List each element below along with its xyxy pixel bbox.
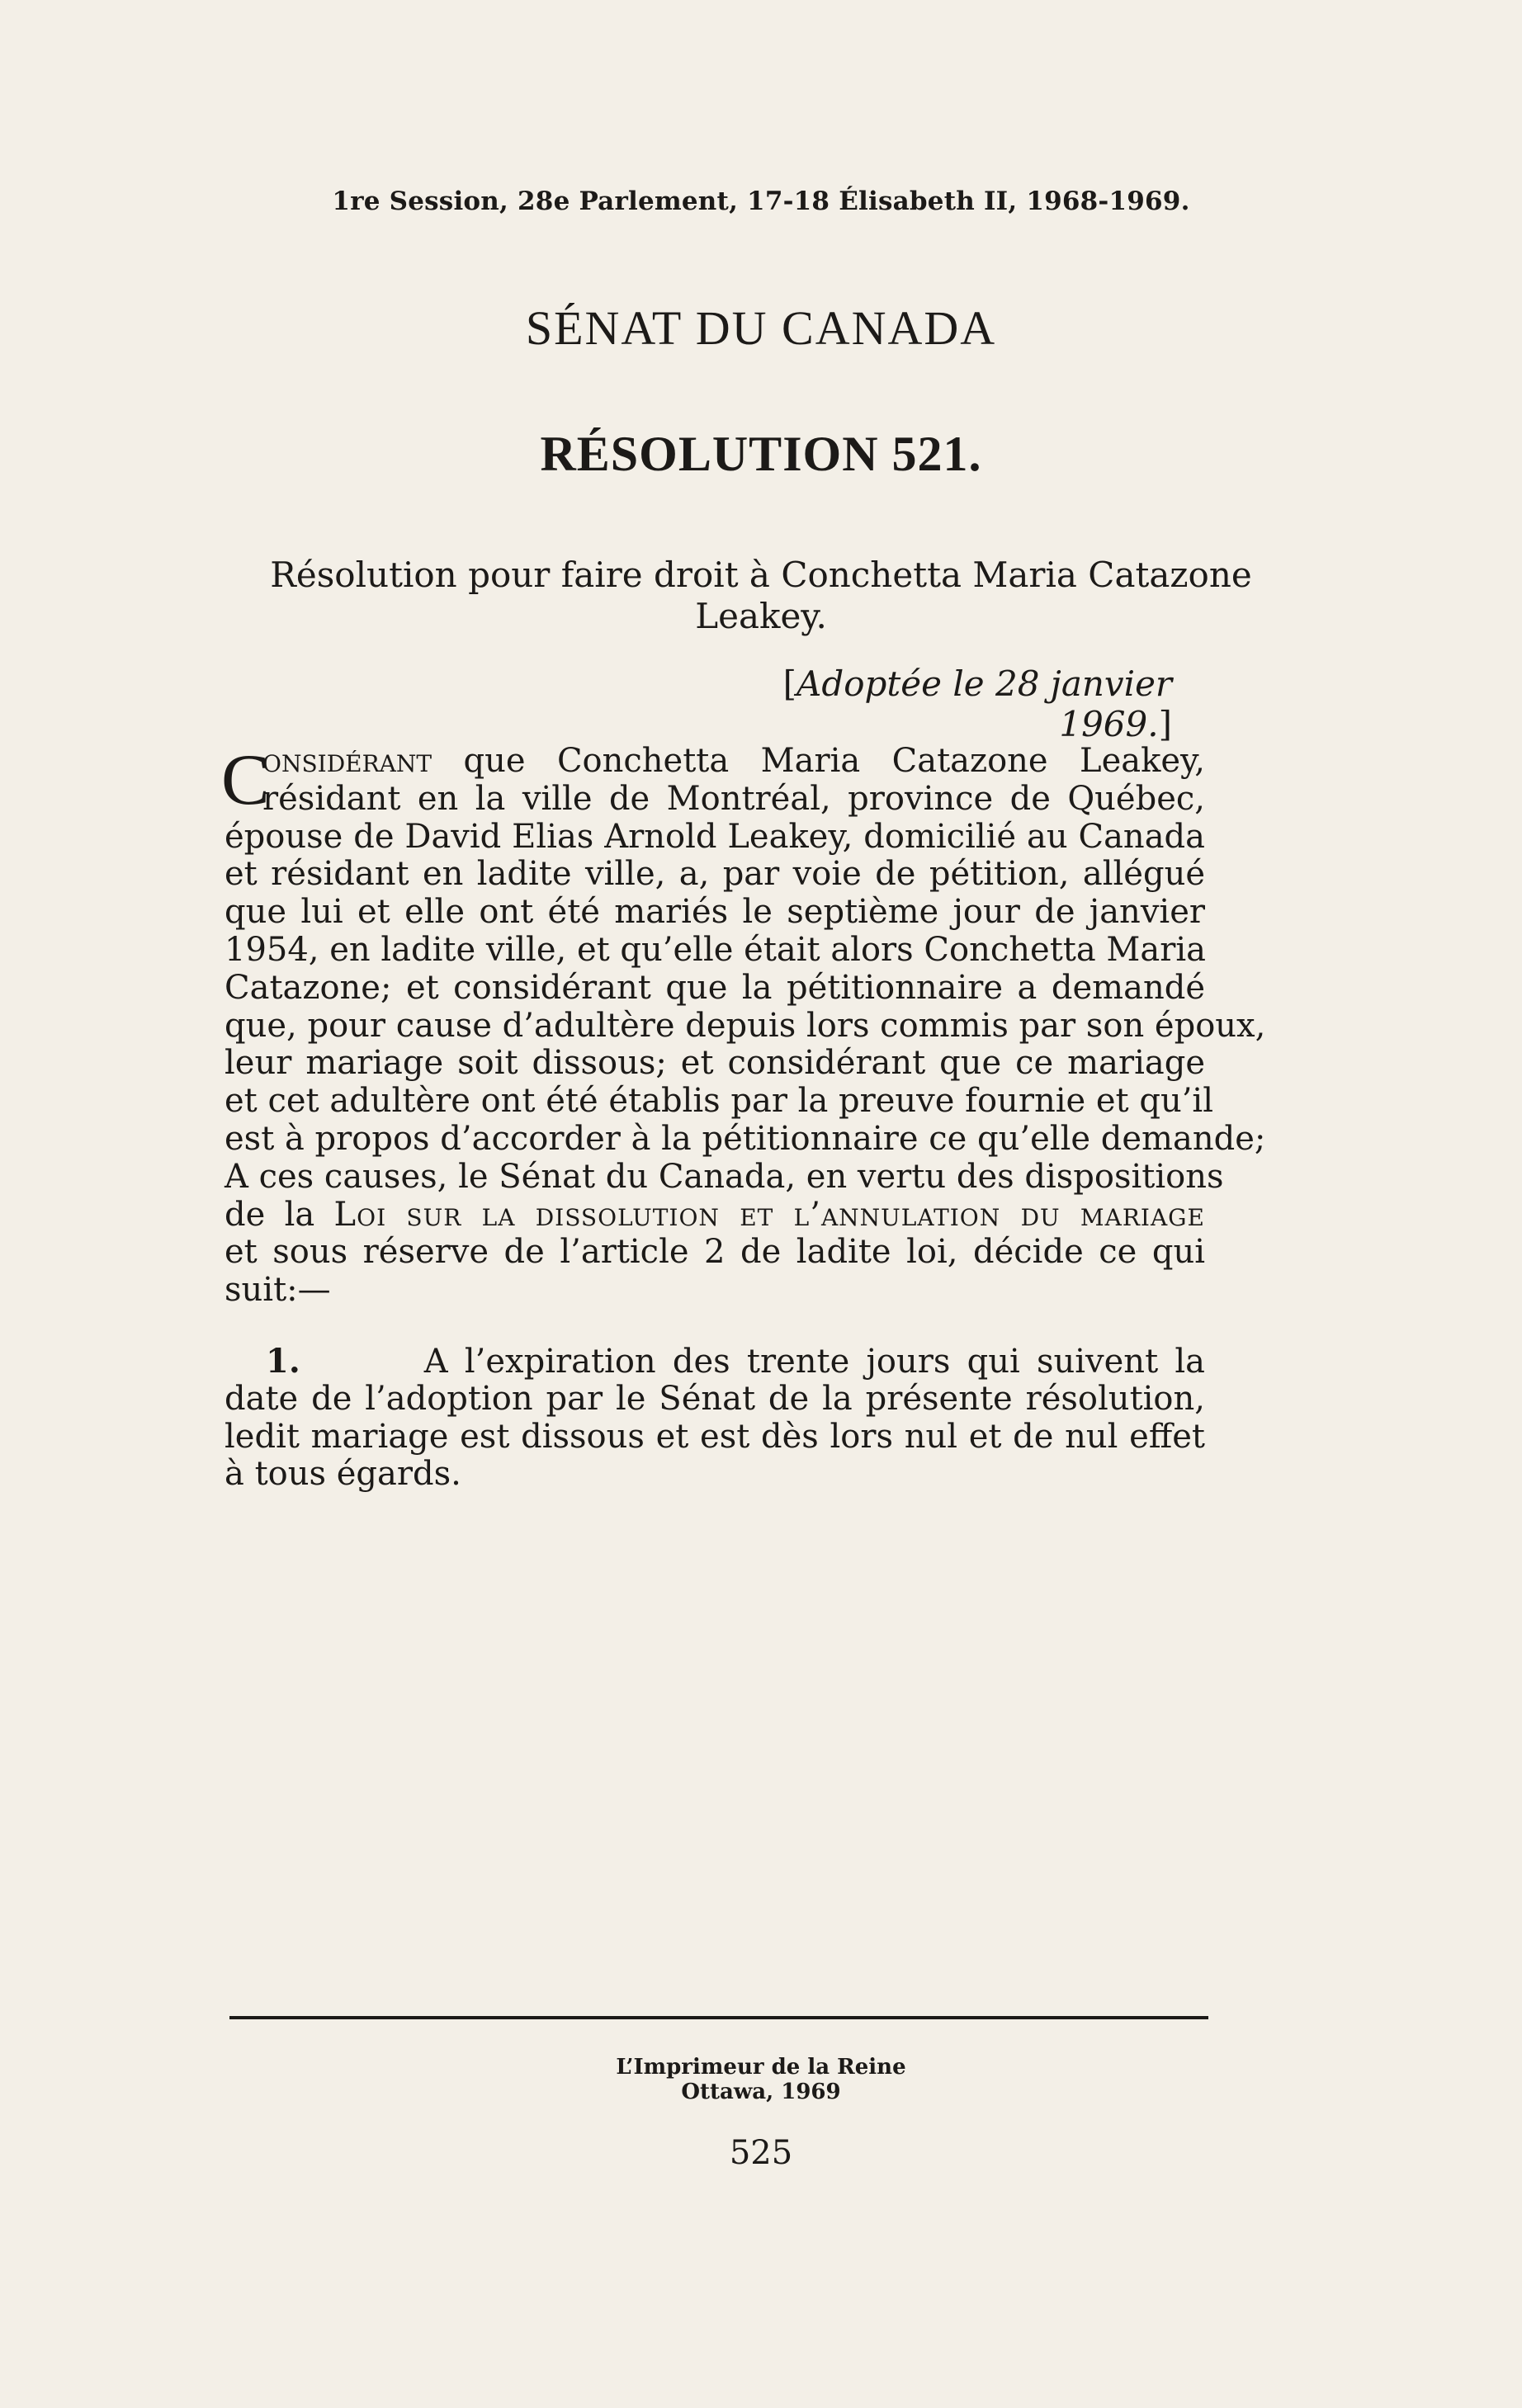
preamble-line: épouse de David Elias Arnold Leakey, domicilié au Canada xyxy=(225,817,1205,856)
preamble-line: A ces causes, le Sénat du Canada, en vertu des dispositions xyxy=(225,1157,1224,1196)
subtitle-line: Résolution pour faire droit à Conchetta Maria Catazone xyxy=(270,555,1252,595)
preamble-paragraph xyxy=(221,740,1266,1310)
preamble-line: 1954, en ladite ville, et qu’elle était alors Conchetta Maria xyxy=(225,930,1206,969)
section-line: ledit mariage est dissous et est dès lors nul et de nul effet xyxy=(225,1417,1205,1456)
printer-name: L’Imprimeur de la Reine xyxy=(616,2055,906,2080)
printer-imprint xyxy=(0,2055,1522,2104)
preamble-line: onsidérant que Conchetta Maria Catazone Leakey, xyxy=(262,742,1205,780)
preamble-line: suit:— xyxy=(225,1271,331,1310)
page-number: 525 xyxy=(729,2134,793,2172)
adoption-open-bracket: [ xyxy=(782,663,797,704)
drop-cap: C xyxy=(221,740,270,820)
footer-rule xyxy=(229,2016,1208,2019)
resolution-title: RÉSOLUTION 521. xyxy=(540,427,982,481)
subtitle-line: Leakey. xyxy=(695,596,827,636)
first-word-small-caps: onsidérant xyxy=(262,742,432,780)
resolution-subtitle xyxy=(198,555,1324,637)
section-1 xyxy=(225,1343,1205,1494)
preamble-line: et sous réserve de l’article 2 de ladite loi, décide ce qui xyxy=(225,1233,1205,1272)
adoption-date xyxy=(693,663,1172,744)
preamble-line: et résidant en ladite ville, a, par voie de pétition, allégué xyxy=(225,855,1205,894)
preamble-line: est à propos d’accorder à la pétitionnaire ce qu’elle demande; xyxy=(225,1119,1266,1158)
adoption-close-bracket: ] xyxy=(1158,704,1172,744)
preamble-line: que lui et elle ont été mariés le septième jour de janvier xyxy=(225,893,1205,932)
preamble-line: et cet adultère ont été établis par la preuve fournie et qu’il xyxy=(225,1082,1214,1121)
preamble-line: que, pour cause d’adultère depuis lors commis par son époux, xyxy=(225,1006,1266,1045)
paragraph-gap xyxy=(225,1310,1205,1343)
senate-title: SÉNAT DU CANADA xyxy=(525,301,997,355)
section-line: à tous égards. xyxy=(225,1455,461,1494)
session-line: 1re Session, 28e Parlement, 17-18 Élisabeth II, 1968-1969. xyxy=(332,187,1190,216)
preamble-line: de la Loi sur la dissolution et l’annulation du mariage xyxy=(225,1195,1205,1234)
preamble-line: résidant en la ville de Montréal, province de Québec, xyxy=(262,779,1205,818)
preamble-line: leur mariage soit dissous; et considérant que ce mariage xyxy=(225,1044,1205,1083)
section-line: 1. A l’expiration des trente jours qui suivent la xyxy=(266,1341,1205,1381)
act-name: Loi sur la dissolution et l’annulation du mariage xyxy=(333,1195,1205,1234)
section-number: 1. xyxy=(266,1341,300,1381)
adoption-text: Adoptée le 28 janvier 1969. xyxy=(796,663,1172,744)
printer-place-year: Ottawa, 1969 xyxy=(681,2080,841,2104)
section-line: date de l’adoption par le Sénat de la présente résolution, xyxy=(225,1379,1205,1418)
preamble-line: Catazone; et considérant que la pétitionnaire a demandé xyxy=(225,968,1205,1007)
resolution-body xyxy=(221,740,1266,1494)
